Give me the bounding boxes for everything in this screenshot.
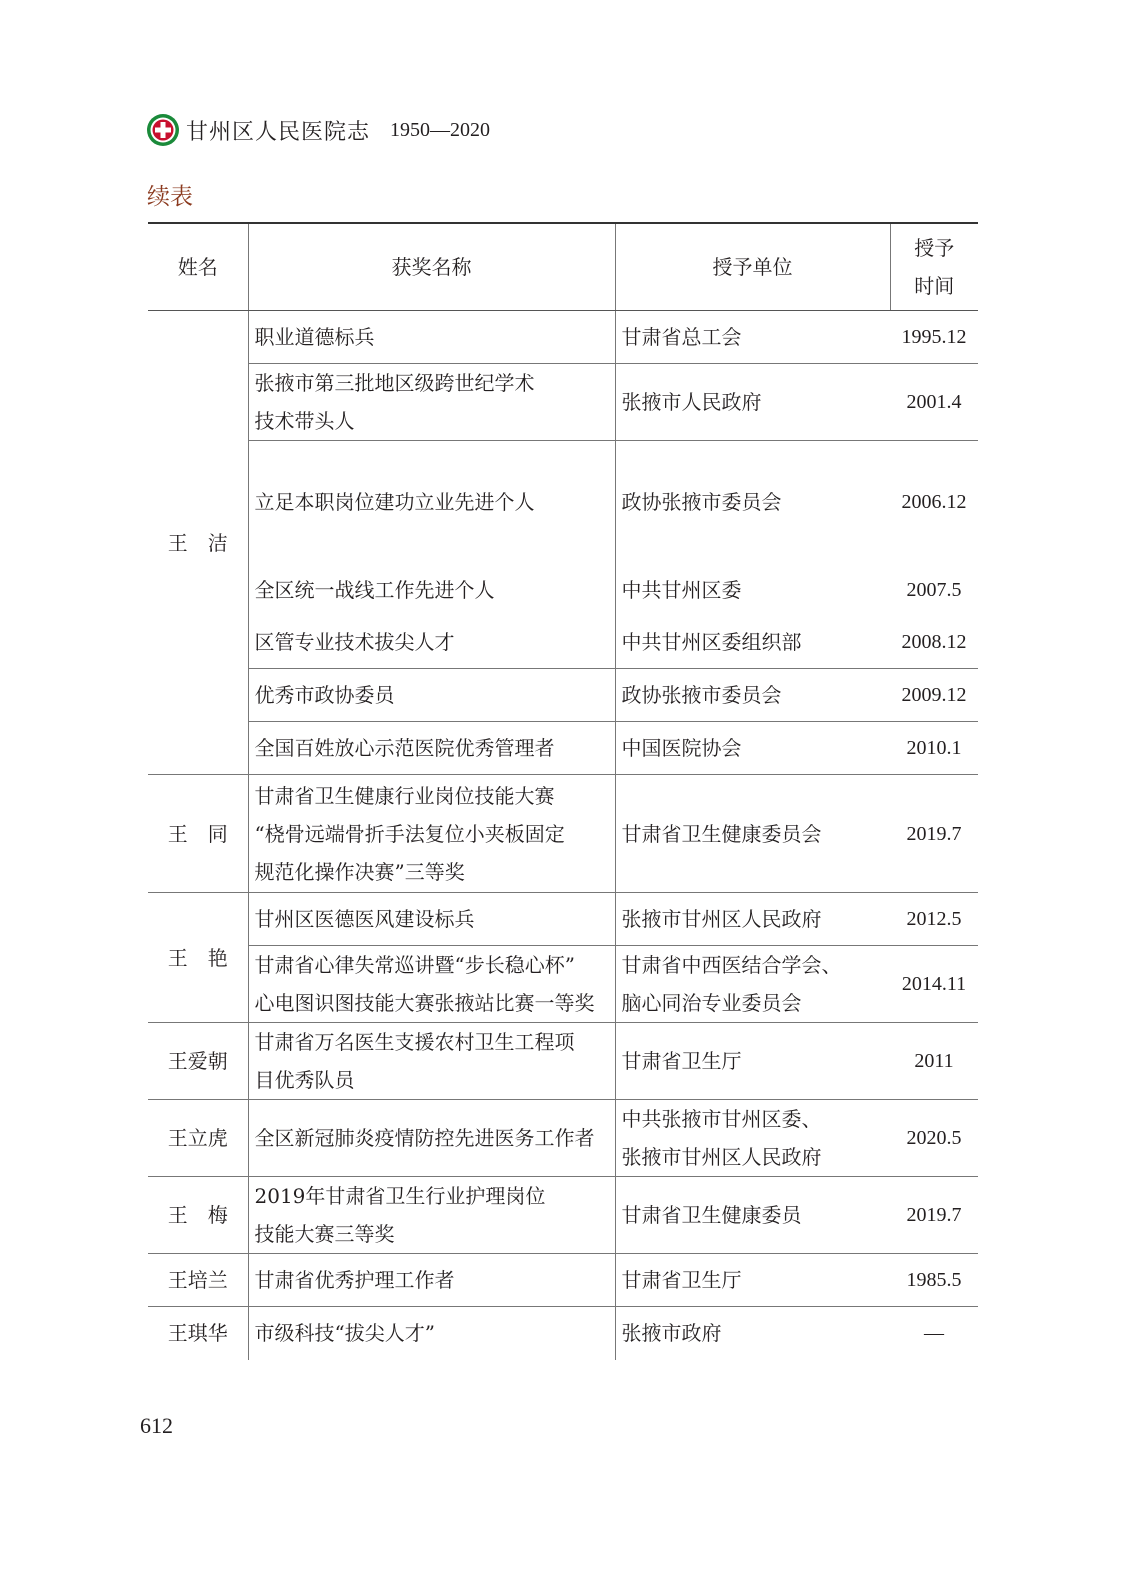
table-row xyxy=(148,364,978,441)
awarding-unit: 张掖市人民政府 xyxy=(615,364,890,441)
awarding-unit: 张掖市政府 xyxy=(615,1307,890,1360)
column-header-org: 授予单位 xyxy=(615,223,890,311)
table-row xyxy=(148,1254,978,1307)
table-row xyxy=(148,722,978,775)
award-date: 2012.5 xyxy=(890,893,978,946)
awarding-unit: 甘肃省卫生厅 xyxy=(615,1254,890,1307)
awarding-unit: 甘肃省卫生厅 xyxy=(615,1023,890,1100)
recipient-name: 王琪华 xyxy=(167,1321,228,1346)
column-header-award: 获奖名称 xyxy=(248,223,615,311)
table-row xyxy=(148,311,978,364)
book-title: 甘州区人民医院志 xyxy=(186,119,371,145)
award-date: 2011 xyxy=(890,1023,978,1100)
award-date: 2008.12 xyxy=(890,617,978,669)
awarding-unit: 中共甘州区委组织部 xyxy=(615,617,890,669)
award-date: 1995.12 xyxy=(890,311,978,364)
award-name: 张掖市第三批地区级跨世纪学术 技术带头人 xyxy=(248,364,615,441)
award-name: 立足本职岗位建功立业先进个人 xyxy=(248,441,615,563)
table-continued-label: 续表 xyxy=(147,184,193,210)
table-row xyxy=(148,1307,978,1360)
award-date: 2009.12 xyxy=(890,669,978,722)
award-date: 2019.7 xyxy=(890,775,978,893)
awards-table xyxy=(148,222,978,1360)
award-date: — xyxy=(924,1322,944,1345)
awarding-unit: 甘肃省中西医结合学会、 脑心同治专业委员会 xyxy=(615,946,890,1023)
award-name: 优秀市政协委员 xyxy=(248,669,615,722)
award-name: 甘肃省万名医生支援农村卫生工程项 目优秀队员 xyxy=(248,1023,615,1100)
table-row xyxy=(148,441,978,563)
awarding-unit: 张掖市甘州区人民政府 xyxy=(615,893,890,946)
table-header-row xyxy=(148,223,978,311)
table-row xyxy=(148,1100,978,1177)
award-date: 2020.5 xyxy=(890,1100,978,1177)
awarding-unit: 政协张掖市委员会 xyxy=(615,441,890,563)
award-name: 2019年甘肃省卫生行业护理岗位 技能大赛三等奖 xyxy=(248,1177,615,1254)
award-name: 全区统一战线工作先进个人 xyxy=(248,563,615,617)
recipient-name: 王 同 xyxy=(148,775,248,893)
recipient-name: 王爱朝 xyxy=(148,1023,248,1100)
recipient-name: 王立虎 xyxy=(148,1100,248,1177)
awarding-unit: 甘肃省总工会 xyxy=(615,311,890,364)
page-number: 612 xyxy=(140,1413,173,1438)
award-date: 1985.5 xyxy=(890,1254,978,1307)
awarding-unit: 甘肃省卫生健康委员会 xyxy=(615,775,890,893)
award-date: 2014.11 xyxy=(890,946,978,1023)
column-header-year: 授予 时间 xyxy=(890,223,978,311)
table-row xyxy=(148,893,978,946)
award-name: 甘肃省心律失常巡讲暨“步长稳心杯” 心电图识图技能大赛张掖站比赛一等奖 xyxy=(248,946,615,1023)
hospital-logo-icon xyxy=(146,113,180,147)
table-row xyxy=(148,617,978,669)
book-years: 1950—2020 xyxy=(390,118,491,141)
table-row xyxy=(148,946,978,1023)
award-name: 全国百姓放心示范医院优秀管理者 xyxy=(248,722,615,775)
award-date: 2010.1 xyxy=(890,722,978,775)
column-header-name: 姓名 xyxy=(148,223,248,311)
award-date: 2019.7 xyxy=(890,1177,978,1254)
table-row xyxy=(148,1023,978,1100)
running-header xyxy=(146,112,490,148)
award-date: 2001.4 xyxy=(890,364,978,441)
award-name: 甘肃省卫生健康行业岗位技能大赛 “桡骨远端骨折手法复位小夹板固定 规范化操作决赛”三等奖 xyxy=(248,775,615,893)
recipient-name: 王培兰 xyxy=(148,1254,248,1307)
recipient-name: 王 梅 xyxy=(148,1177,248,1254)
table-row xyxy=(148,775,978,893)
award-name: 区管专业技术拔尖人才 xyxy=(248,617,615,669)
table-row xyxy=(148,563,978,617)
award-date: 2007.5 xyxy=(906,578,962,601)
awarding-unit: 中共甘州区委 xyxy=(615,563,890,617)
awarding-unit: 中共张掖市甘州区委、 张掖市甘州区人民政府 xyxy=(615,1100,890,1177)
table-row xyxy=(148,1177,978,1254)
award-name: 职业道德标兵 xyxy=(248,311,615,364)
award-name: 甘肃省优秀护理工作者 xyxy=(248,1254,615,1307)
award-date: 2006.12 xyxy=(901,490,967,513)
award-name: 全区新冠肺炎疫情防控先进医务工作者 xyxy=(248,1100,615,1177)
awarding-unit: 中国医院协会 xyxy=(615,722,890,775)
recipient-name: 王 洁 xyxy=(148,311,248,775)
recipient-name: 王 艳 xyxy=(148,893,248,1023)
award-name: 市级科技“拔尖人才” xyxy=(248,1307,615,1360)
award-name: 甘州区医德医风建设标兵 xyxy=(248,893,615,946)
awarding-unit: 甘肃省卫生健康委员 xyxy=(615,1177,890,1254)
table-row xyxy=(148,669,978,722)
awarding-unit: 政协张掖市委员会 xyxy=(615,669,890,722)
